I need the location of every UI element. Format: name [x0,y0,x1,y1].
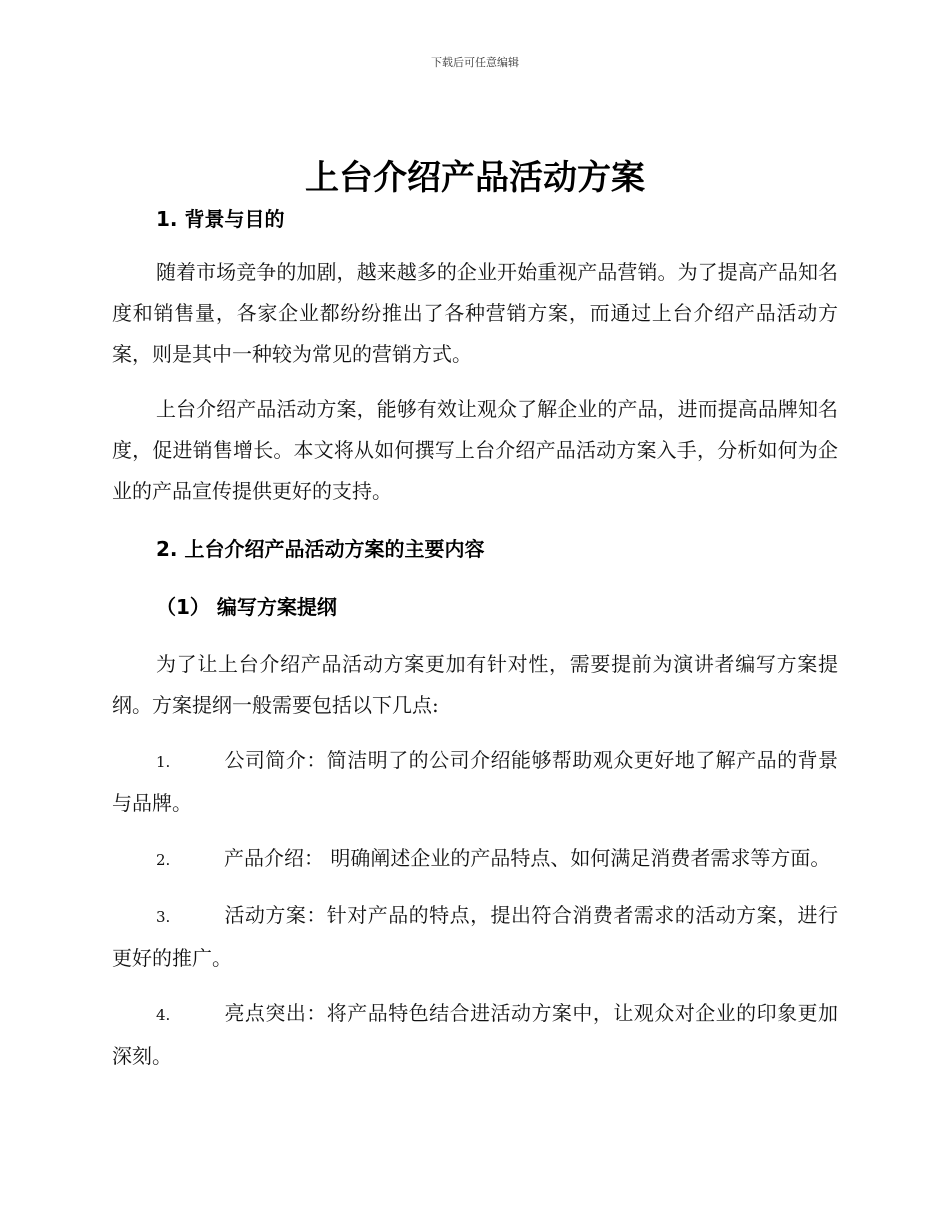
list-item-number: 3. [156,908,171,926]
list-item [112,993,838,1077]
list-item-text: 亮点突出：将产品特色结合进活动方案中，让观众对企业的印象更加深刻。 [112,1001,838,1068]
section-2-subheading-1: （1） 编写方案提纲 [156,595,337,619]
section-2-sub1-paragraph: 为了让上台介绍产品活动方案更加有针对性，需要提前为演讲者编写方案提纲。方案提纲一般需要包括以下几点: [112,652,838,717]
list-item-text: 公司简介：简洁明了的公司介绍能够帮助观众更好地了解产品的背景与品牌。 [112,748,838,815]
list-item-number: 1. [156,753,171,771]
document-body [112,204,838,1077]
list-item [112,895,838,979]
section-2-heading: 2. 上台介绍产品活动方案的主要内容 [156,537,485,561]
list-item-number: 4. [156,1006,171,1024]
header-note: 下载后可任意编辑 [431,56,519,69]
section-1-paragraph-2: 上台介绍产品活动方案，能够有效让观众了解企业的产品，进而提高品牌知名度，促进销售增长。本文将从如何撰写上台介绍产品活动方案入手，分析如何为企业的产品宣传提供更好的支持。 [112,397,838,503]
list-item-number: 2. [156,851,171,869]
list-item-text: 活动方案：针对产品的特点，提出符合消费者需求的活动方案，进行更好的推广。 [112,903,838,970]
section-1-paragraph-1: 随着市场竞争的加剧，越来越多的企业开始重视产品营销。为了提高产品知名度和销售量，各家企业都纷纷推出了各种营销方案，而通过上台介绍产品活动方案，则是其中一种较为常见的营销方式。 [112,260,838,366]
section-1-heading: 1. 背景与目的 [156,207,285,231]
list-item [112,740,838,824]
document-title: 上台介绍产品活动方案 [305,158,645,198]
list-item [112,838,838,881]
list-item-text: 产品介绍： 明确阐述企业的产品特点、如何满足消费者需求等方面。 [224,846,831,870]
